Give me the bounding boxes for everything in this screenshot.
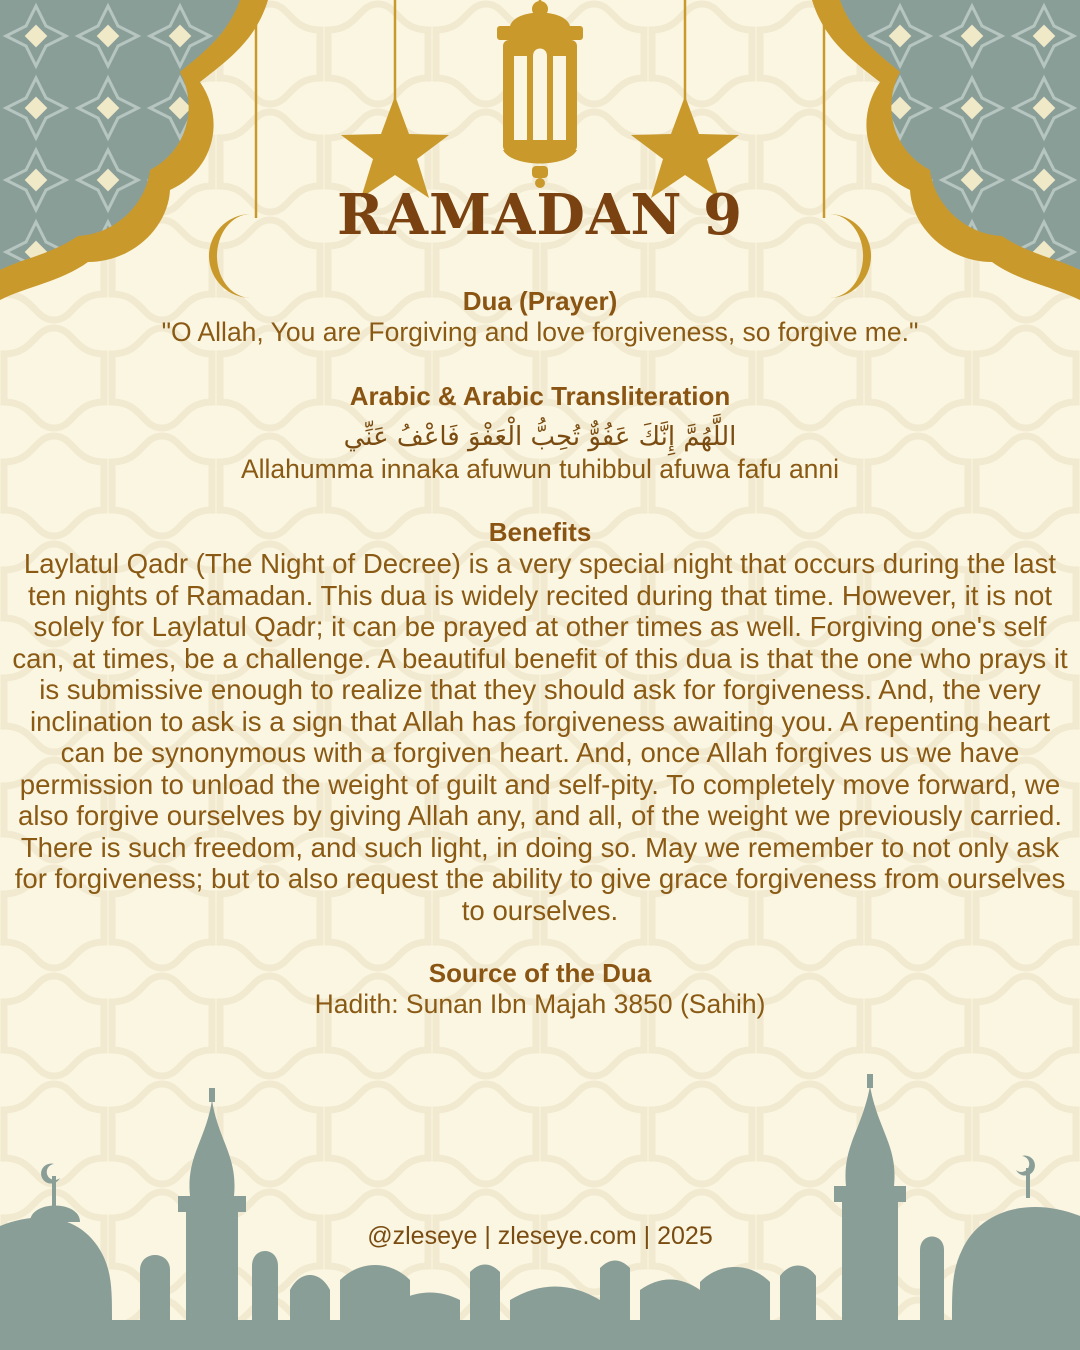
top-left-arabesque-ornament bbox=[0, 0, 268, 300]
dua-text: "O Allah, You are Forgiving and love forgiveness, so forgive me." bbox=[161, 317, 919, 347]
dua-heading: Dua (Prayer) bbox=[462, 286, 618, 316]
mosque-silhouette bbox=[0, 1074, 1080, 1350]
footer-credit: @zleseye | zleseye.com | 2025 bbox=[367, 1222, 713, 1250]
source-heading: Source of the Dua bbox=[428, 958, 652, 988]
main-content bbox=[8, 285, 1072, 1021]
benefits-text: Laylatul Qadr (The Night of Decree) is a very special night that occurs during the last ten nights of Ramadan. This dua is widely recited during that time. However, it is not solely for Laylatul Qadr; it can be prayed at other times as well. Forgiving one's self can, at times, be a challenge. A beautiful benefit of this dua is that the one who prays it is submissive enough to realize that they should ask for forgiveness. And, the very inclination to ask is a sign that Allah has forgiveness awaiting you. A repenting heart can be synonymous with a forgiven heart. And, once Allah forgives us we have permission to unload the weight of guilt and self-pity. To completely move forward, we also forgive ourselves by giving Allah any, and all, of the weight we previously carried. There is such freedom, and such light, in doing so. May we remember to not only ask for forgiveness; but to also request the ability to give grace forgiveness from ourselves to ourselves. bbox=[12, 548, 1068, 926]
arabic-heading: Arabic & Arabic Transliteration bbox=[349, 380, 731, 411]
arabic-script: اللَّهُمَّ إِنَّكَ عَفُوٌّ تُحِبُّ الْعَفْوَ فَاعْفُ عَنِّي bbox=[343, 421, 737, 452]
benefits-heading: Benefits bbox=[488, 517, 592, 547]
transliteration-text: Allahumma innaka afuwun tuhibbul afuwa fafu anni bbox=[240, 453, 840, 484]
top-right-arabesque-ornament bbox=[812, 0, 1080, 300]
source-text: Hadith: Sunan Ibn Majah 3850 (Sahih) bbox=[314, 989, 766, 1019]
page-title: RAMADAN 9 bbox=[336, 182, 744, 248]
